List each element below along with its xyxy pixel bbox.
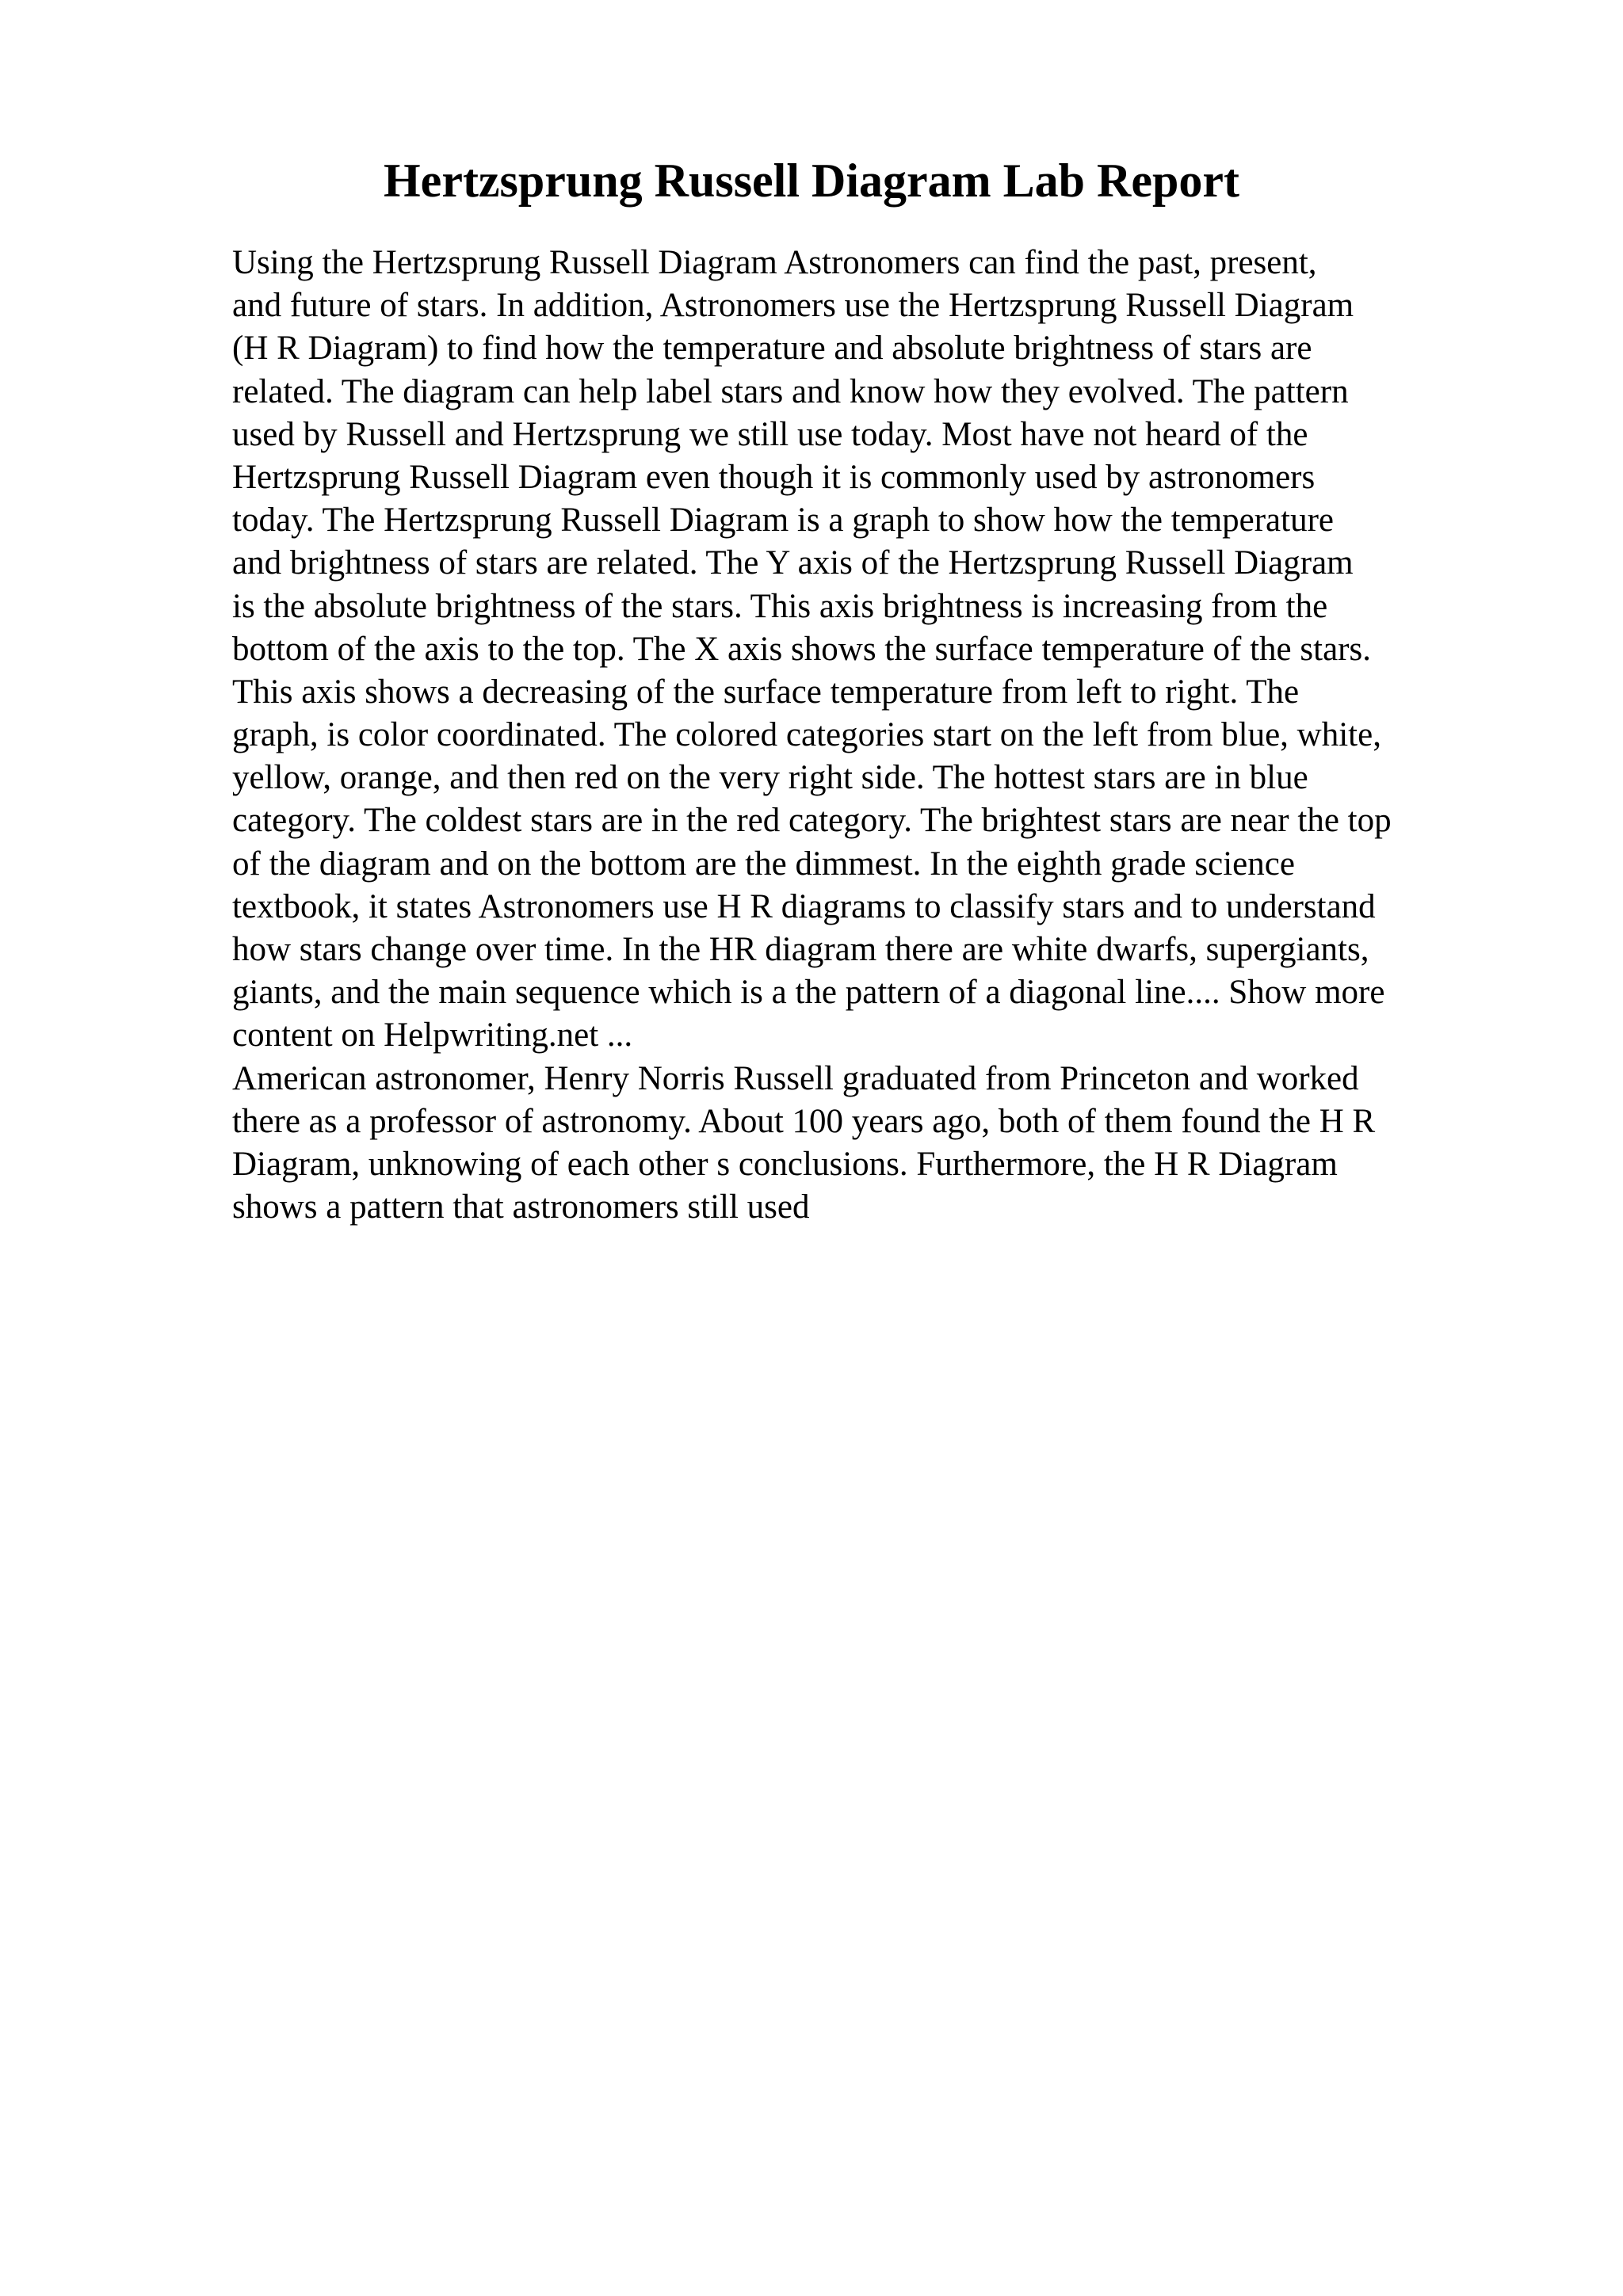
body-line: category. The coldest stars are in the red category. The brightest stars are near the top <box>232 802 1392 840</box>
body-line: graph, is color coordinated. The colored categories start on the left from blue, white, <box>232 716 1381 754</box>
body-line: American astronomer, Henry Norris Russell graduated from Princeton and worked <box>232 1059 1359 1097</box>
body-line: of the diagram and on the bottom are the dimmest. In the eighth grade science <box>232 845 1295 883</box>
body-line: is the absolute brightness of the stars. This axis brightness is increasing from the <box>232 587 1328 625</box>
body-line: yellow, orange, and then red on the very right side. The hottest stars are in blue <box>232 759 1308 797</box>
body-line: there as a professor of astronomy. About 100 years ago, both of them found the H R <box>232 1102 1376 1140</box>
body-line: Using the Hertzsprung Russell Diagram Astronomers can find the past, present, <box>232 244 1317 281</box>
body-line: giants, and the main sequence which is a the pattern of a diagonal line.... Show more <box>232 974 1385 1012</box>
body-line: Hertzsprung Russell Diagram even though it is commonly used by astronomers <box>232 458 1316 496</box>
body-line: used by Russell and Hertzsprung we still use today. Most have not heard of the <box>232 415 1308 453</box>
body-line: and future of stars. In addition, Astronomers use the Hertzsprung Russell Diagram <box>232 287 1354 325</box>
document-title: Hertzsprung Russell Diagram Lab Report <box>384 154 1239 207</box>
body-line: bottom of the axis to the top. The X axis shows the surface temperature of the stars. <box>232 630 1371 668</box>
document-body <box>232 242 1516 1229</box>
body-line: related. The diagram can help label stars and know how they evolved. The pattern <box>232 372 1349 410</box>
body-line: (H R Diagram) to find how the temperature and absolute brightness of stars are <box>232 330 1312 368</box>
body-line: today. The Hertzsprung Russell Diagram is a graph to show how the temperature <box>232 502 1334 540</box>
body-line: content on Helpwriting.net ... <box>232 1016 633 1055</box>
body-line: shows a pattern that astronomers still used <box>232 1188 810 1226</box>
body-line: how stars change over time. In the HR diagram there are white dwarfs, supergiants, <box>232 931 1369 968</box>
body-line: textbook, it states Astronomers use H R diagrams to classify stars and to understand <box>232 887 1376 925</box>
body-line: and brightness of stars are related. The Y axis of the Hertzsprung Russell Diagram <box>232 544 1354 582</box>
body-line: Diagram, unknowing of each other s conclusions. Furthermore, the H R Diagram <box>232 1145 1338 1183</box>
body-line: This axis shows a decreasing of the surface temperature from left to right. The <box>232 673 1300 711</box>
